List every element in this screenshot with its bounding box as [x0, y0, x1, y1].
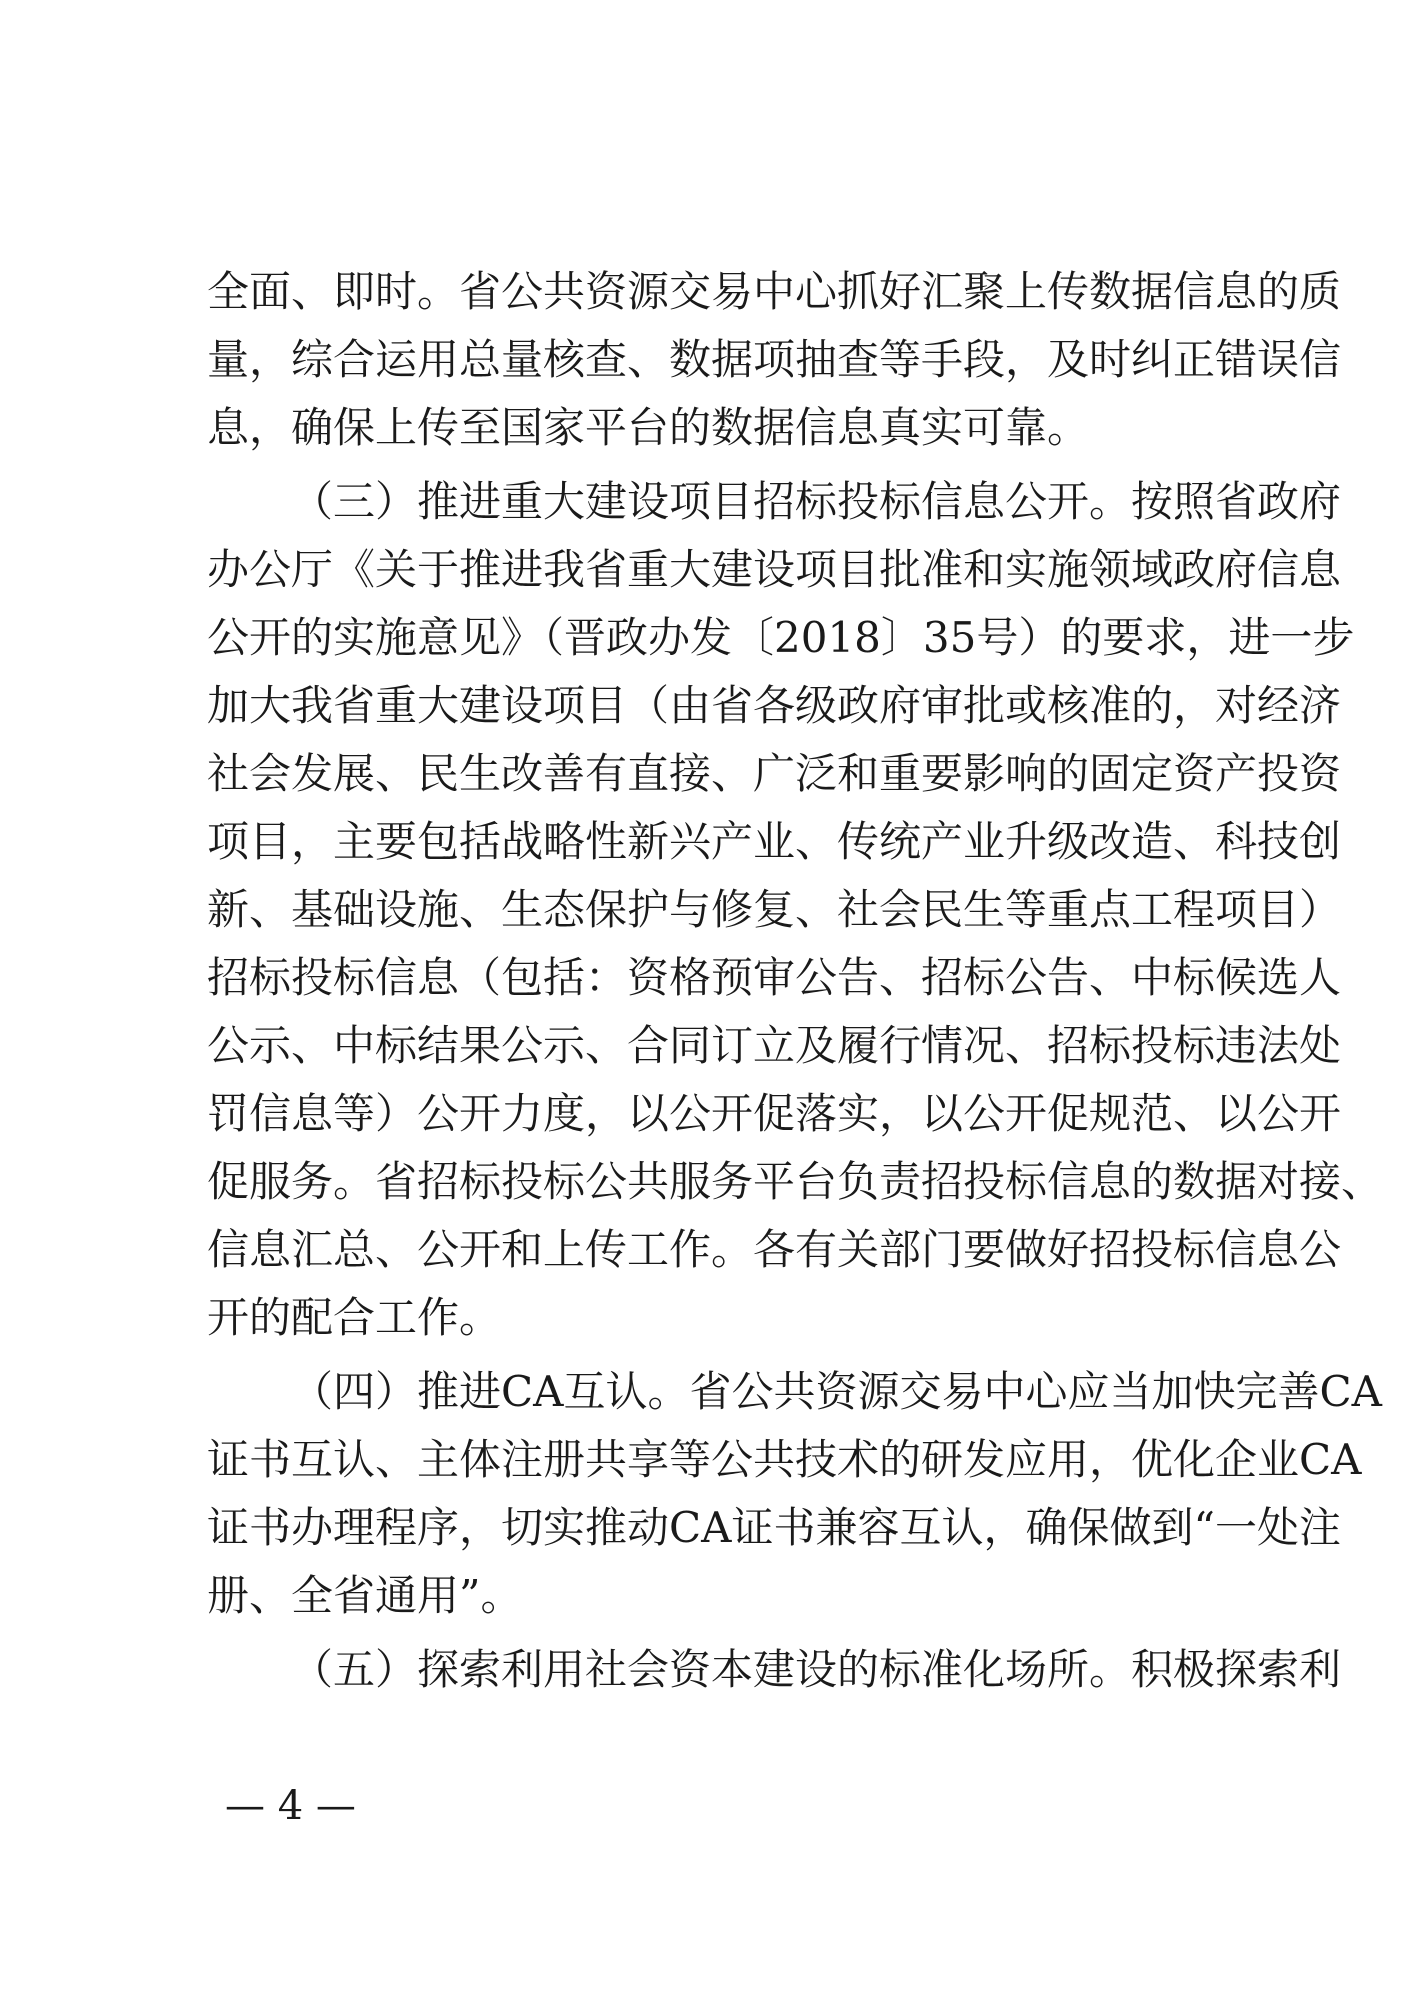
body-line-5: 办公厅《关于推进我省重大建设项目批准和实施领域政府信息 [207, 545, 1342, 594]
page-number: — 4 — [225, 1783, 356, 1829]
body-line-15: 信息汇总、公开和上传工作。各有关部门要做好招投标信息公 [207, 1225, 1342, 1274]
body-line-10: 新、基础设施、生态保护与修复、社会民生等重点工程项目） [207, 885, 1342, 934]
body-line-14: 促服务。省招标投标公共服务平台负责招投标信息的数据对接、 [207, 1157, 1384, 1206]
body-line-12: 公示、中标结果公示、合同订立及履行情况、招标投标违法处 [207, 1021, 1342, 1070]
section-five-heading-line: （五）探索利用社会资本建设的标准化场所。积极探索利 [291, 1645, 1342, 1694]
body-line-3: 息，确保上传至国家平台的数据信息真实可靠。 [207, 403, 1090, 452]
body-line-1: 全面、即时。省公共资源交易中心抓好汇聚上传数据信息的质 [207, 267, 1342, 316]
body-line-11: 招标投标信息（包括：资格预审公告、招标公告、中标候选人 [207, 953, 1342, 1002]
body-line-2: 量，综合运用总量核查、数据项抽查等手段，及时纠正错误信 [207, 335, 1342, 384]
body-line-6: 公开的实施意见》（晋政办发〔2018〕35号）的要求，进一步 [207, 613, 1355, 662]
body-line-18: 证书互认、主体注册共享等公共技术的研发应用，优化企业CA [207, 1435, 1362, 1484]
body-line-7: 加大我省重大建设项目（由省各级政府审批或核准的，对经济 [207, 681, 1342, 730]
body-line-9: 项目，主要包括战略性新兴产业、传统产业升级改造、科技创 [207, 817, 1342, 866]
body-line-8: 社会发展、民生改善有直接、广泛和重要影响的固定资产投资 [207, 749, 1342, 798]
body-line-20: 册、全省通用”。 [207, 1571, 523, 1620]
body-line-13: 罚信息等）公开力度，以公开促落实，以公开促规范、以公开 [207, 1089, 1342, 1138]
section-four-heading-line: （四）推进CA互认。省公共资源交易中心应当加快完善CA [291, 1367, 1382, 1416]
body-line-19: 证书办理程序，切实推动CA证书兼容互认，确保做到“一处注 [207, 1503, 1341, 1552]
section-three-heading-line: （三）推进重大建设项目招标投标信息公开。按照省政府 [291, 477, 1342, 526]
body-line-16: 开的配合工作。 [207, 1293, 502, 1342]
